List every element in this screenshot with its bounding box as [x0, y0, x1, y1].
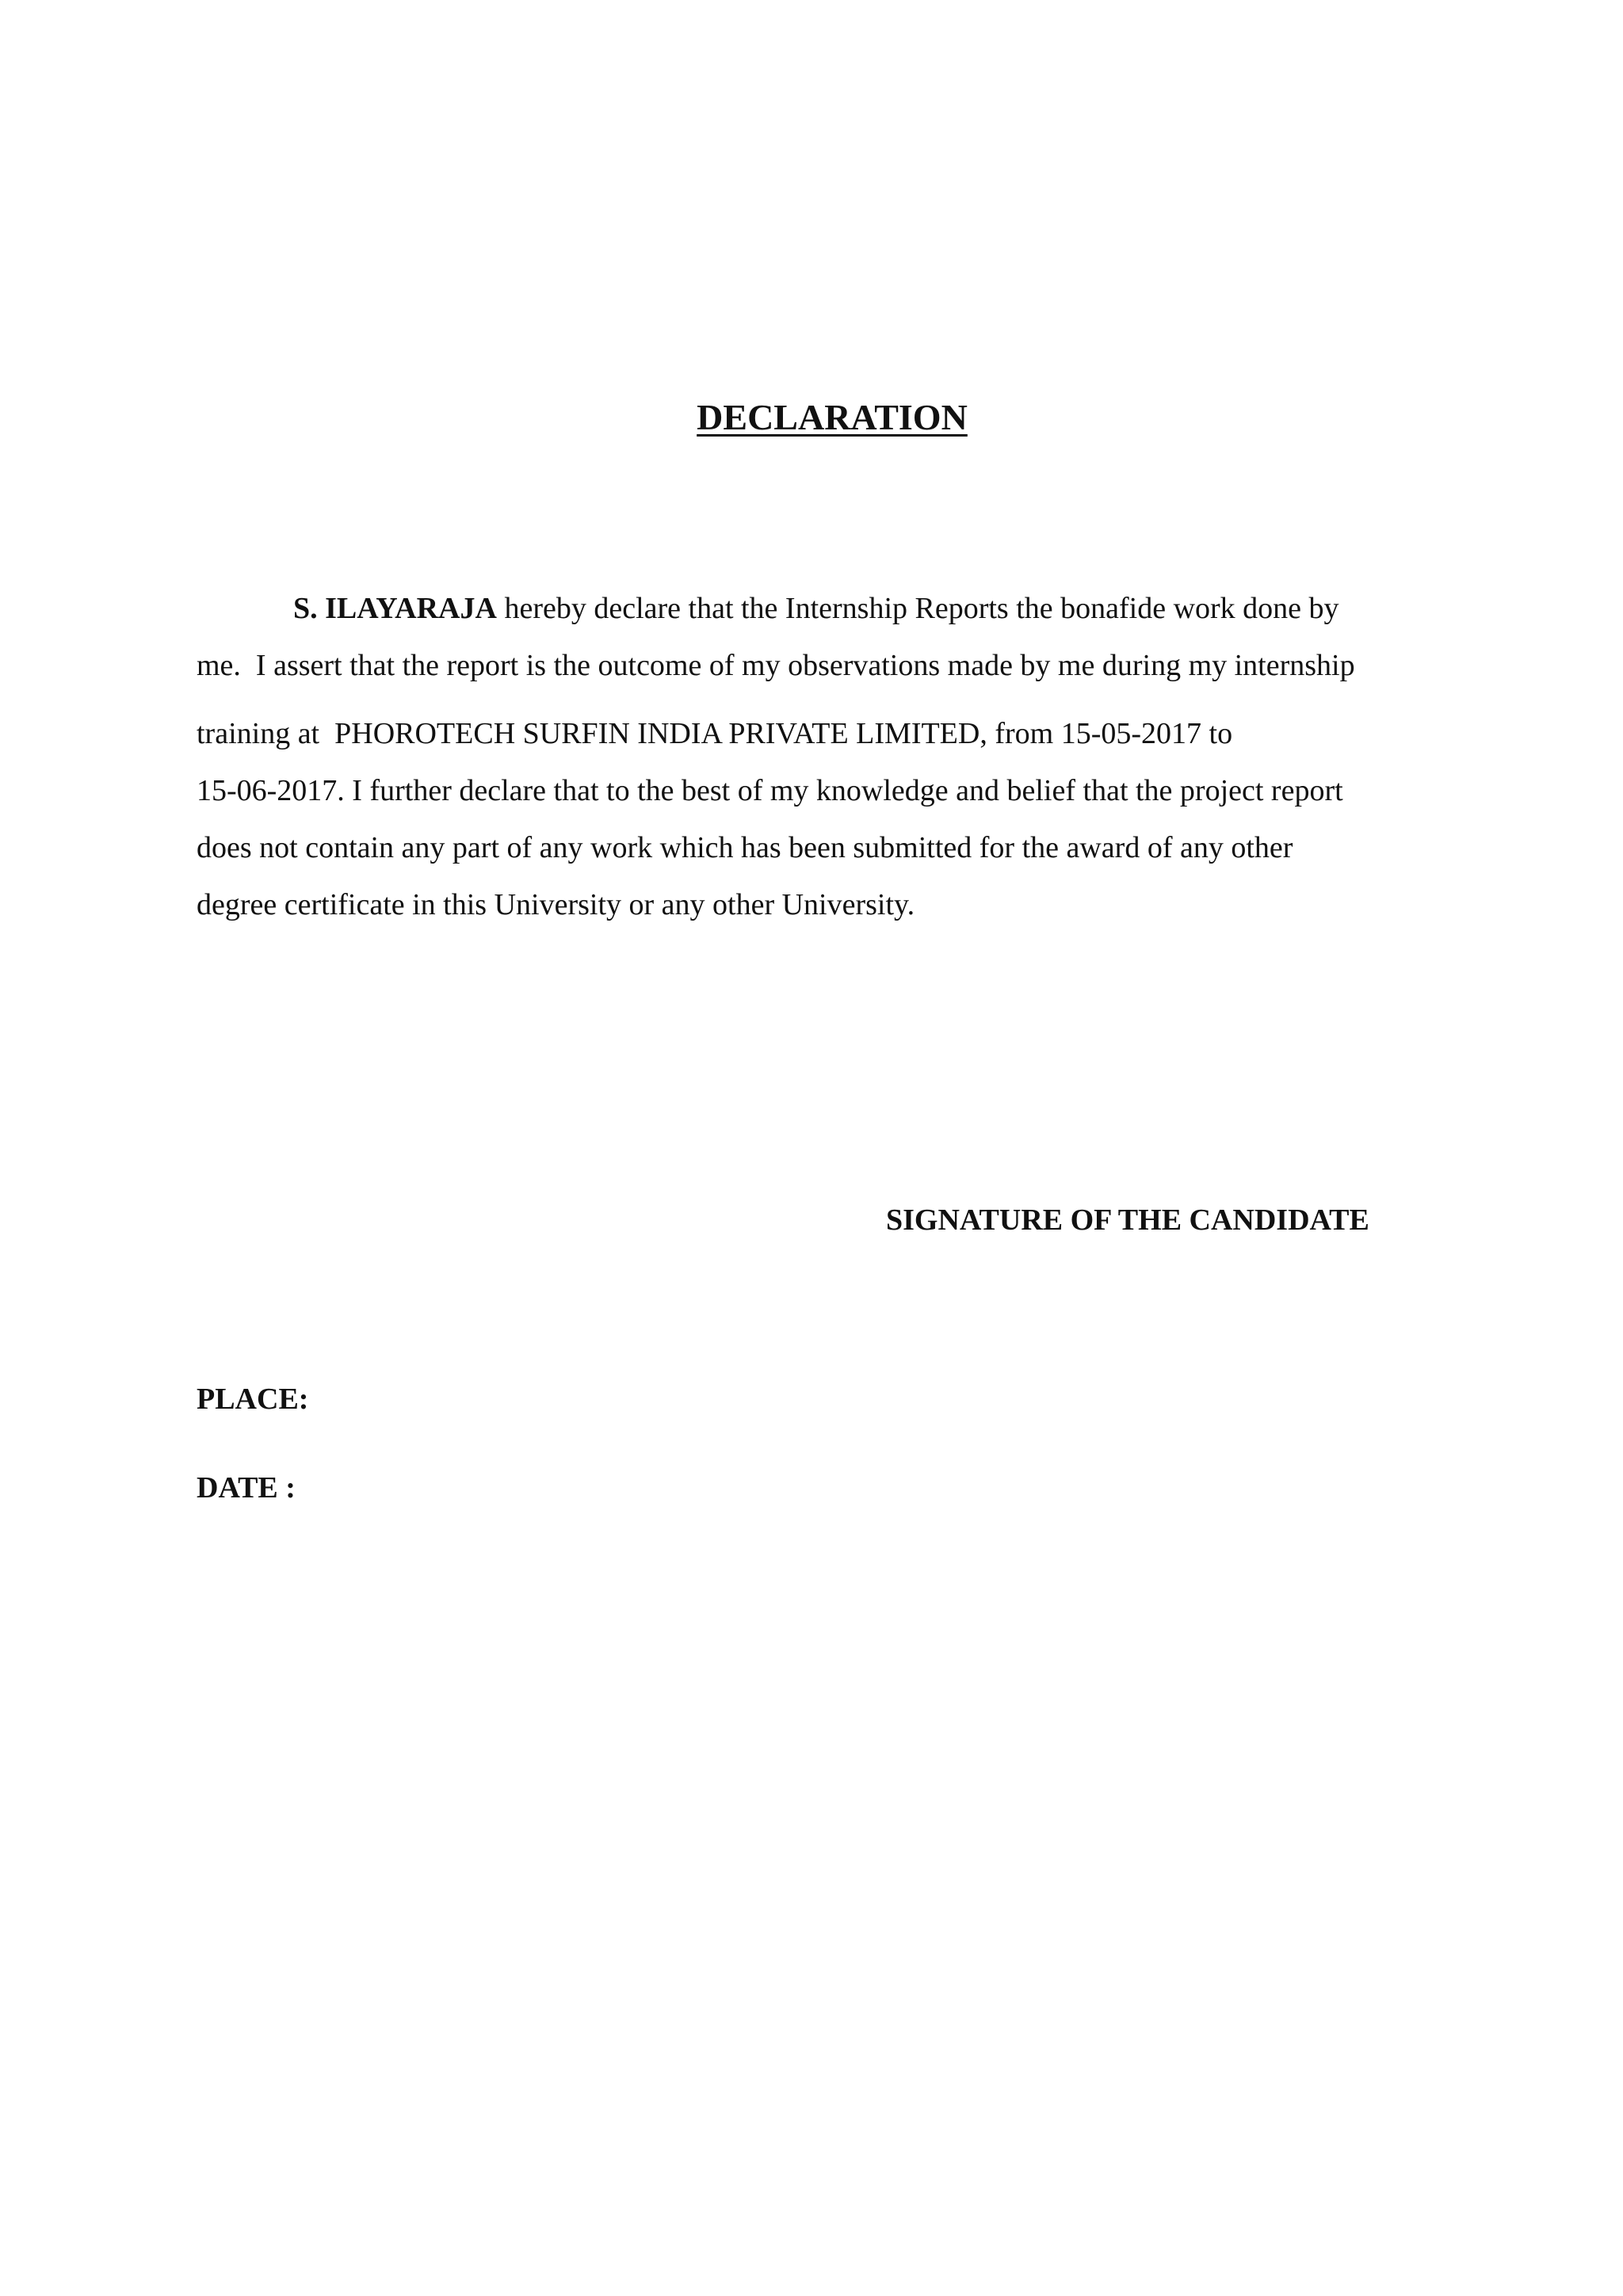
place-label: PLACE:: [197, 1383, 309, 1416]
signature-label: SIGNATURE OF THE CANDIDATE: [886, 1203, 1369, 1237]
date-label: DATE :: [197, 1471, 296, 1505]
paragraph-line-4: 15-06-2017. I further declare that to the best of my knowledge and belief that the project report: [197, 774, 1343, 807]
page-title: DECLARATION: [697, 397, 968, 437]
declaration-paragraph: [197, 580, 1480, 933]
paragraph-line-5: does not contain any part of any work which has been submitted for the award of any other: [197, 831, 1293, 864]
paragraph-line-6: degree certificate in this University or any other University.: [197, 888, 915, 921]
candidate-name: S. ILAYARAJA: [293, 592, 497, 625]
paragraph-line-1: [197, 580, 1480, 637]
paragraph-line-2: me. I assert that the report is the outcome of my observations made by me during my internship: [197, 649, 1355, 682]
paragraph-line-1-text: hereby declare that the Internship Reports the bonafide work done by: [496, 592, 1339, 625]
paragraph-line-3: training at PHOROTECH SURFIN INDIA PRIVATE LIMITED, from 15-05-2017 to: [197, 717, 1233, 750]
